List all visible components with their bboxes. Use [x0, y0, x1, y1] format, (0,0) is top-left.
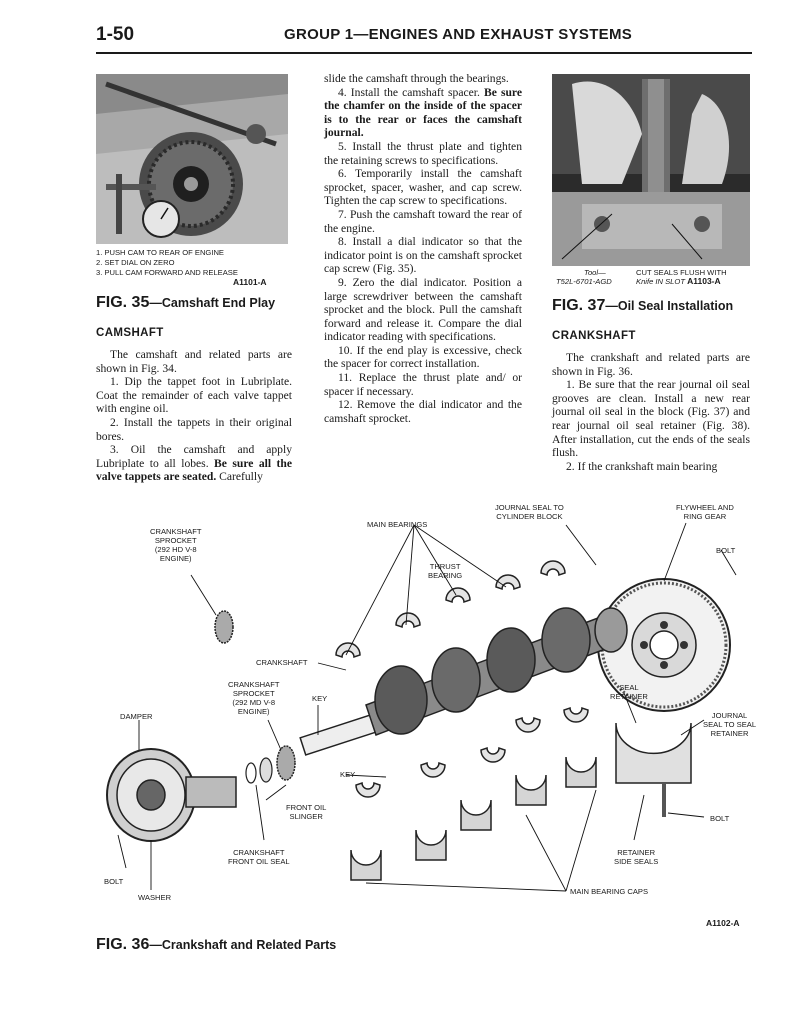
- camshaft-step-3-tail: Carefully: [216, 470, 263, 484]
- fig37-photo: [552, 74, 750, 266]
- label-front-oil-slinger-line-1: FRONT OIL: [286, 803, 327, 812]
- camshaft-step-8: 8. Install a dial indicator so that the indicator point is on the camshaft sprocket cap screw (Fig. 35).: [324, 235, 522, 276]
- fig36-ref: A1102-A: [706, 918, 740, 928]
- damper-drawing: [107, 749, 236, 841]
- crankshaft-heading: CRANKSHAFT: [552, 330, 636, 342]
- fig35-photo: [96, 74, 288, 244]
- label-key-top: KEY: [312, 694, 328, 703]
- fig35-title: [96, 294, 275, 312]
- camshaft-step-5: 5. Install the thrust plate and tighten the retaining screws to specifications.: [324, 139, 522, 167]
- label-retainer-side-seals-line-2: SIDE SEALS: [614, 857, 659, 866]
- label-flywheel-line-1: FLYWHEEL AND: [676, 503, 734, 512]
- label-damper: DAMPER: [120, 712, 153, 721]
- label-journal-seal-cylinder-line-1: JOURNAL SEAL TO: [495, 503, 564, 512]
- fig36-title: [96, 936, 336, 954]
- camshaft-step-3-emphasis: Be sure all the valve tappets are seated.: [96, 456, 292, 484]
- camshaft-step-4-text: 4. Install the camshaft spacer.: [338, 85, 484, 99]
- camshaft-step-4-emphasis: Be sure the chamfer on the inside of the spacer is to the rear or faces the camshaft journal.: [324, 85, 522, 140]
- camshaft-heading: CAMSHAFT: [96, 327, 164, 339]
- camshaft-step-9: 9. Zero the dial indicator. Position a large screwdriver between the camshaft sprocket and the block. Pull the camshaft forward and release it. Compare the dial indicator reading with specifications.: [324, 275, 522, 344]
- fig37-cut-label-text: CUT SEALS FLUSH WITH: [636, 268, 727, 277]
- fig37-title-text: —Oil Seal Installation: [605, 299, 734, 313]
- fig37-tool-label: [556, 268, 612, 286]
- camshaft-step-6: 6. Temporarily install the camshaft sprocket, spacer, washer, and cap screw. Tighten the cap screw to specifications.: [324, 167, 522, 208]
- label-bolt-left: BOLT: [104, 877, 124, 886]
- label-sprocket-292hd-line-2: SPROCKET: [154, 536, 197, 545]
- label-sprocket-292md-line-1: CRANKSHAFT: [228, 680, 280, 689]
- label-seal-retainer-line-2: RETAINER: [610, 692, 648, 701]
- label-sprocket-292md-line-4: ENGINE): [237, 707, 270, 716]
- label-flywheel: [676, 503, 734, 521]
- label-sprocket-292md-line-3: (292 MD V-8: [232, 698, 276, 707]
- fig35-step-1: 1. PUSH CAM TO REAR OF ENGINE: [96, 248, 224, 257]
- label-journal-seal-retainer: [703, 711, 756, 738]
- label-crankshaft: CRANKSHAFT: [256, 658, 308, 667]
- crankshaft-step-1-text: 1. Be sure that the rear journal oil seal grooves are clean. Install a new rear journal oil seal in the block (Fig. 37) and rear journal oil seal retainer (Fig. 38). After installation,: [552, 378, 750, 446]
- fig36-title-prefix: FIG. 36: [96, 936, 150, 953]
- label-sprocket-292hd: [150, 527, 201, 563]
- fig35-title-text: —Camshaft End Play: [149, 296, 276, 310]
- label-thrust-bearing: [428, 562, 462, 580]
- crankshaft-step-1: [552, 378, 750, 460]
- crankshaft-intro: The crankshaft and related parts are shown in Fig. 36.: [552, 351, 750, 378]
- fig37-ref: A1103-A: [687, 276, 721, 286]
- page-number: 1-50: [96, 24, 135, 45]
- label-main-bearings: MAIN BEARINGS: [367, 520, 428, 529]
- header-rule: [96, 52, 752, 54]
- camshaft-column-1: [96, 348, 292, 484]
- label-seal-retainer: [610, 683, 648, 701]
- label-retainer-side-seals: [614, 848, 658, 866]
- label-journal-seal-retainer-line-2: SEAL TO SEAL: [703, 720, 757, 729]
- camshaft-step-11: 11. Replace the thrust plate and/ or spacer if necessary.: [324, 371, 522, 398]
- fig37-knife-label: Knife IN SLOT: [636, 277, 685, 286]
- label-journal-seal-cylinder: [495, 503, 564, 521]
- camshaft-continued: slide the camshaft through the bearings.: [324, 72, 509, 85]
- label-retainer-side-seals-line-1: RETAINER: [617, 848, 656, 857]
- camshaft-step-7: 7. Push the camshaft toward the rear of the engine.: [324, 207, 522, 235]
- fig37-cut-label: [636, 268, 727, 286]
- label-sprocket-292hd-line-4: ENGINE): [159, 554, 192, 563]
- label-front-oil-slinger: [286, 803, 326, 821]
- crankshaft-step-1-tail: cut the ends of the seals flush.: [552, 432, 751, 460]
- fig37-title: [552, 297, 733, 315]
- crankshaft-step-2: 2. If the crankshaft main bearing: [566, 459, 718, 473]
- label-flywheel-line-2: RING GEAR: [683, 512, 727, 521]
- camshaft-step-2: 2. Install the tappets in their original bores.: [96, 415, 292, 443]
- camshaft-intro: The camshaft and related parts are shown in Fig. 34.: [96, 348, 292, 375]
- fig35-step-2: 2. SET DIAL ON ZERO: [96, 258, 175, 267]
- fig36-title-text: —Crankshaft and Related Parts: [149, 938, 337, 952]
- camshaft-step-10: 10. If the end play is excessive, check the spacer for correct installation.: [324, 343, 522, 371]
- fig35-ref: A1101-A: [233, 277, 267, 287]
- fig37-title-prefix: FIG. 37: [552, 297, 606, 314]
- camshaft-column-2: [324, 72, 522, 425]
- fig37-tool-number: T52L-6701-AGD: [556, 277, 612, 286]
- label-bolt-right: BOLT: [710, 814, 730, 823]
- camshaft-step-3-text: 3. Oil the camshaft and apply Lubriplate to all lobes.: [96, 443, 292, 470]
- label-seal-retainer-line-1: SEAL: [619, 683, 639, 692]
- label-thrust-bearing-line-1: THRUST: [429, 562, 461, 571]
- label-front-oil-seal-line-2: FRONT OIL SEAL: [228, 857, 290, 866]
- crankshaft-column: [552, 351, 750, 473]
- label-key-mid: KEY: [340, 770, 356, 779]
- camshaft-dial-indicator-photo: [96, 74, 288, 244]
- label-sprocket-292md: [228, 680, 279, 716]
- camshaft-step-1: 1. Dip the tappet foot in Lubriplate. Coat the remainder of each valve tappet with engine oil.: [96, 375, 292, 416]
- camshaft-step-12: 12. Remove the dial indicator and the camshaft sprocket.: [324, 398, 522, 425]
- seal-retainer-drawing: [616, 723, 691, 817]
- fig35-steps: [96, 248, 238, 278]
- label-journal-seal-retainer-line-1: JOURNAL: [711, 711, 748, 720]
- label-main-bearing-caps: MAIN BEARING CAPS: [570, 887, 649, 896]
- fig37-tool-label-text: Tool—: [584, 268, 606, 277]
- label-sprocket-292hd-line-1: CRANKSHAFT: [150, 527, 202, 536]
- label-front-oil-seal-line-1: CRANKSHAFT: [233, 848, 285, 857]
- page-title: GROUP 1—ENGINES AND EXHAUST SYSTEMS: [284, 26, 633, 43]
- label-bolt-top: BOLT: [716, 546, 736, 555]
- oil-seal-installation-photo: [552, 74, 750, 266]
- label-front-oil-slinger-line-2: SLINGER: [289, 812, 323, 821]
- label-journal-seal-cylinder-line-2: CYLINDER BLOCK: [496, 512, 563, 521]
- crankshaft-drawing: [300, 608, 627, 755]
- label-sprocket-292hd-line-3: (292 HD V-8: [154, 545, 197, 554]
- fig35-title-prefix: FIG. 35: [96, 294, 150, 311]
- main-bearing-cap-drawings: [351, 757, 596, 880]
- fig35-step-3: 3. PULL CAM FORWARD AND RELEASE: [96, 268, 238, 277]
- label-sprocket-292md-line-2: SPROCKET: [232, 689, 275, 698]
- camshaft-step-4: [324, 86, 522, 140]
- label-thrust-bearing-line-2: BEARING: [428, 571, 463, 580]
- camshaft-step-3: [96, 443, 292, 484]
- label-journal-seal-retainer-line-3: RETAINER: [710, 729, 749, 738]
- label-washer: WASHER: [138, 893, 172, 902]
- label-front-oil-seal: [228, 848, 290, 866]
